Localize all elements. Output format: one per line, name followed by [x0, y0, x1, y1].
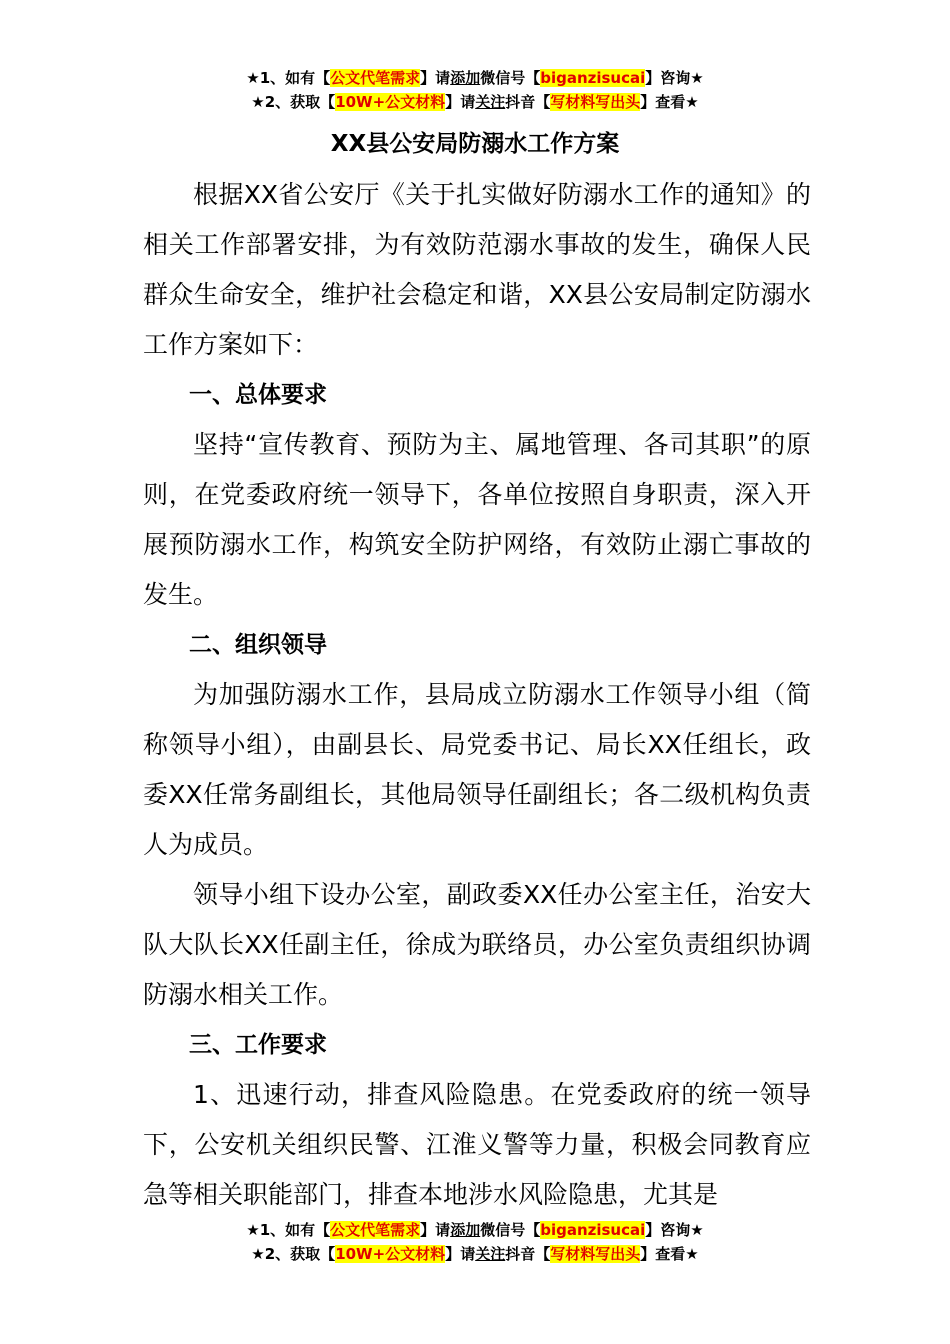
banner-text: 】咨询★	[645, 69, 704, 87]
banner-highlight: 公文代笔需求	[330, 69, 421, 87]
banner-text: 】查看★	[640, 93, 699, 111]
banner-highlight: 写材料写出头	[550, 93, 641, 111]
banner-line-1	[0, 1218, 950, 1242]
banner-underlined: 关注	[475, 1245, 506, 1263]
header-banner	[0, 66, 950, 114]
banner-text: 微信号【	[480, 1221, 541, 1239]
section-heading-general-requirements: 一、总体要求	[189, 382, 327, 408]
banner-text: 】咨询★	[645, 1221, 704, 1239]
banner-highlight: 10W+公文材料	[335, 93, 446, 111]
document-title: XX县公安局防溺水工作方案	[330, 131, 620, 157]
body-paragraph: 领导小组下设办公室，副政委XX任办公室主任，治安大队大队长XX任副主任，徐成为联络员，办公室负责组织协调防溺水相关工作。	[143, 880, 811, 1009]
banner-highlight: 写材料写出头	[550, 1245, 641, 1263]
banner-underlined: 关注	[475, 93, 506, 111]
intro-paragraph: 根据XX省公安厅《关于扎实做好防溺水工作的通知》的相关工作部署安排，为有效防范溺水事故的发生，确保人民群众生命安全，维护社会稳定和谐，XX县公安局制定防溺水工作方案如下：	[143, 180, 811, 359]
banner-text: ★1、如有【	[246, 1221, 331, 1239]
banner-highlight: 10W+公文材料	[335, 1245, 446, 1263]
banner-text: 微信号【	[480, 69, 541, 87]
banner-text: 】请	[445, 1245, 476, 1263]
body-paragraph: 1、迅速行动，排查风险隐患。在党委政府的统一领导下，公安机关组织民警、江淮义警等力量，积极会同教育应急等相关职能部门，排查本地涉水风险隐患，尤其是	[143, 1080, 811, 1209]
banner-text: ★2、获取【	[251, 1245, 336, 1263]
banner-text: ★2、获取【	[251, 93, 336, 111]
section-heading-organization: 二、组织领导	[189, 632, 327, 658]
banner-highlight: biganzisucai	[540, 1221, 646, 1239]
banner-underlined: 添加	[450, 69, 481, 87]
banner-text: 】查看★	[640, 1245, 699, 1263]
banner-line-2	[0, 90, 950, 114]
banner-text: 】请	[445, 93, 476, 111]
footer-banner	[0, 1218, 950, 1266]
banner-text: 抖音【	[505, 93, 551, 111]
body-paragraph: 坚持“宣传教育、预防为主、属地管理、各司其职”的原则，在党委政府统一领导下，各单位按照自身职责，深入开展预防溺水工作，构筑安全防护网络，有效防止溺亡事故的发生。	[143, 430, 811, 609]
banner-text: 抖音【	[505, 1245, 551, 1263]
banner-underlined: 添加	[450, 1221, 481, 1239]
banner-text: 】请	[420, 69, 451, 87]
document-body	[143, 170, 811, 1220]
banner-highlight: 公文代笔需求	[330, 1221, 421, 1239]
section-heading-work-requirements: 三、工作要求	[189, 1032, 327, 1058]
banner-line-2	[0, 1242, 950, 1266]
banner-text: ★1、如有【	[246, 69, 331, 87]
banner-highlight: biganzisucai	[540, 69, 646, 87]
banner-line-1	[0, 66, 950, 90]
banner-text: 】请	[420, 1221, 451, 1239]
body-paragraph: 为加强防溺水工作，县局成立防溺水工作领导小组（简称领导小组），由副县长、局党委书记、局长XX任组长，政委XX任常务副组长，其他局领导任副组长；各二级机构负责人为成员。	[143, 680, 811, 859]
